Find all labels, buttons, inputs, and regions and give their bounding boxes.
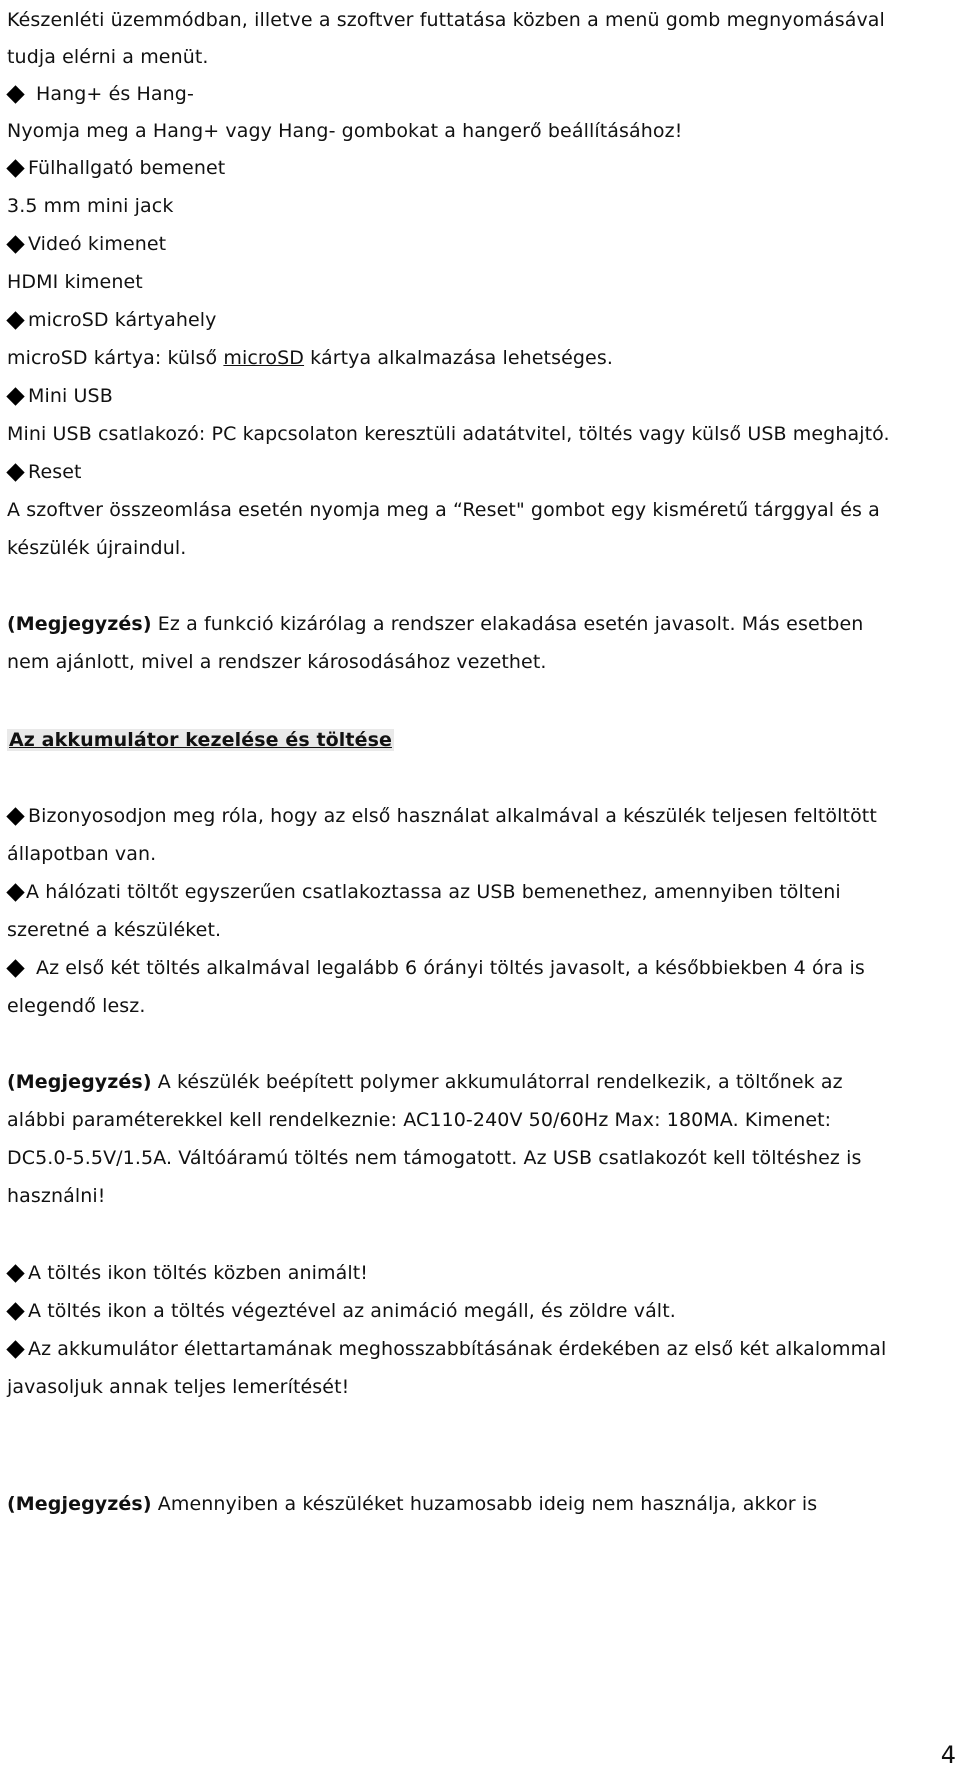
text-span: kártya alkalmazása lehetséges. xyxy=(304,347,613,369)
list-item xyxy=(7,1336,886,1362)
list-item xyxy=(7,307,217,333)
list-item xyxy=(7,383,113,409)
text-span: A készülék beépített polymer akkumulátorral rendelkezik, a töltőnek az xyxy=(151,1071,843,1093)
note-label: (Megjegyzés) xyxy=(7,613,152,635)
diamond-bullet-icon xyxy=(6,1264,24,1282)
list-item xyxy=(7,81,194,107)
text-line: állapotban van. xyxy=(7,843,157,865)
list-item-label: Bizonyosodjon meg róla, hogy az első használat alkalmával a készülék teljesen feltöltött xyxy=(28,805,877,827)
text-span: Amennyiben a készüléket huzamosabb ideig nem használja, akkor is xyxy=(151,1493,818,1515)
list-item xyxy=(7,1260,368,1286)
note-label: (Megjegyzés) xyxy=(7,1493,152,1515)
list-item xyxy=(7,155,225,181)
text-span: Ez a funkció kizárólag a rendszer elakadása esetén javasolt. Más esetben xyxy=(151,613,864,635)
list-item-label: A töltés ikon töltés közben animált! xyxy=(28,1262,369,1284)
text-line: 3.5 mm mini jack xyxy=(7,195,174,217)
list-item xyxy=(7,955,865,981)
list-item xyxy=(7,459,82,485)
diamond-bullet-icon xyxy=(6,883,24,901)
text-line: DC5.0-5.5V/1.5A. Váltóáramú töltés nem támogatott. Az USB csatlakozót kell töltéshez is xyxy=(7,1147,862,1169)
list-item-label: Mini USB xyxy=(28,385,113,407)
underlined-term: microSD xyxy=(223,347,305,369)
text-line: tudja elérni a menüt. xyxy=(7,46,209,68)
list-item-label: A hálózati töltőt egyszerűen csatlakoztassa az USB bemenethez, amennyiben tölteni xyxy=(26,881,841,903)
heading-text: Az akkumulátor kezelése és töltése xyxy=(9,729,392,751)
diamond-bullet-icon xyxy=(6,159,24,177)
list-item xyxy=(7,803,877,829)
text-line: szeretné a készüléket. xyxy=(7,919,222,941)
diamond-bullet-icon xyxy=(6,807,24,825)
diamond-bullet-icon xyxy=(6,235,24,253)
text-line: HDMI kimenet xyxy=(7,271,143,293)
list-item-label: Reset xyxy=(28,461,82,483)
list-item xyxy=(7,231,166,257)
diamond-bullet-icon xyxy=(6,387,24,405)
diamond-bullet-icon xyxy=(6,959,24,977)
list-item-label: Hang+ és Hang- xyxy=(36,83,194,105)
note-paragraph xyxy=(7,1069,843,1095)
text-line: Nyomja meg a Hang+ vagy Hang- gombokat a hangerő beállításához! xyxy=(7,120,683,142)
text-line xyxy=(7,345,613,371)
list-item xyxy=(7,879,841,905)
list-item-label: microSD kártyahely xyxy=(28,309,217,331)
text-line: A szoftver összeomlása esetén nyomja meg a “Reset" gombot egy kisméretű tárggyal és a xyxy=(7,499,880,521)
text-line: elegendő lesz. xyxy=(7,995,146,1017)
text-line: nem ajánlott, mivel a rendszer károsodásához vezethet. xyxy=(7,651,547,673)
diamond-bullet-icon xyxy=(6,463,24,481)
text-line: alábbi paraméterekkel kell rendelkeznie: AC110-240V 50/60Hz Max: 180MA. Kimenet: xyxy=(7,1109,832,1131)
page-number: 4 xyxy=(940,1741,956,1769)
text-span: microSD kártya: külső xyxy=(7,347,224,369)
list-item-label: Videó kimenet xyxy=(28,233,167,255)
text-line: készülék újraindul. xyxy=(7,537,187,559)
text-line: Készenléti üzemmódban, illetve a szoftver futtatása közben a menü gomb megnyomásával xyxy=(7,9,885,31)
diamond-bullet-icon xyxy=(6,311,24,329)
diamond-bullet-icon xyxy=(6,85,24,103)
text-line: használni! xyxy=(7,1185,106,1207)
text-line: javasoljuk annak teljes lemerítését! xyxy=(7,1376,350,1398)
list-item xyxy=(7,1298,676,1324)
diamond-bullet-icon xyxy=(6,1340,24,1358)
text-line: Mini USB csatlakozó: PC kapcsolaton keresztüli adatátvitel, töltés vagy külső USB meghajtó. xyxy=(7,423,890,445)
list-item-label: Fülhallgató bemenet xyxy=(28,157,226,179)
section-heading xyxy=(7,727,394,753)
list-item-label: A töltés ikon a töltés végeztével az animáció megáll, és zöldre vált. xyxy=(28,1300,676,1322)
note-paragraph xyxy=(7,1491,817,1517)
note-label: (Megjegyzés) xyxy=(7,1071,152,1093)
diamond-bullet-icon xyxy=(6,1302,24,1320)
note-paragraph xyxy=(7,611,863,637)
list-item-label: Az első két töltés alkalmával legalább 6 órányi töltés javasolt, a későbbiekben 4 óra is xyxy=(36,957,865,979)
list-item-label: Az akkumulátor élettartamának meghosszabbításának érdekében az első két alkalommal xyxy=(28,1338,887,1360)
